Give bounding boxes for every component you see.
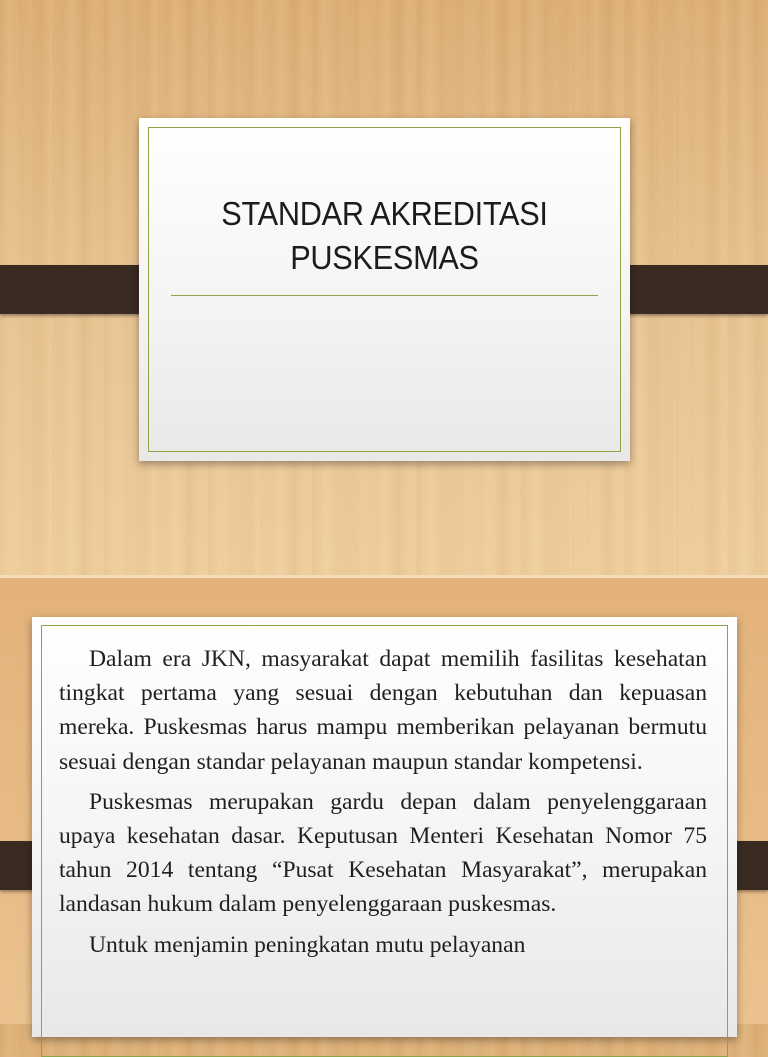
paragraph: Puskesmas merupakan gardu depan dalam penyelenggaraan upaya kesehatan dasar. Keputusan Menteri Kesehatan Nomor 75 tahun 2014 tentang “Pusat Kesehatan Masyarakat”, merupakan landasan hukum dalam penyelenggaraan puskesmas. <box>59 788 707 918</box>
right-binder-tab <box>612 265 768 314</box>
title-card <box>139 118 630 461</box>
content-slide <box>0 578 768 1024</box>
title-divider <box>171 295 598 296</box>
content-card <box>32 617 737 1037</box>
left-binder-tab <box>0 265 155 314</box>
slide-title <box>156 192 613 280</box>
card-frame <box>148 127 621 452</box>
body-text <box>59 642 707 968</box>
slide-title-line-2: PUSKESMAS <box>290 239 479 276</box>
slide-title-line-1: STANDAR AKREDITASI <box>221 195 548 232</box>
paragraph: Dalam era JKN, masyarakat dapat memilih fasilitas kesehatan tingkat pertama yang sesuai dengan kebutuhan dan kepuasan mereka. Puskesmas harus mampu memberikan pelayanan bermutu sesuai dengan standar pelayanan maupun standar kompetensi. <box>59 646 707 775</box>
paragraph: Untuk menjamin peningkatan mutu pelayanan <box>89 931 526 958</box>
